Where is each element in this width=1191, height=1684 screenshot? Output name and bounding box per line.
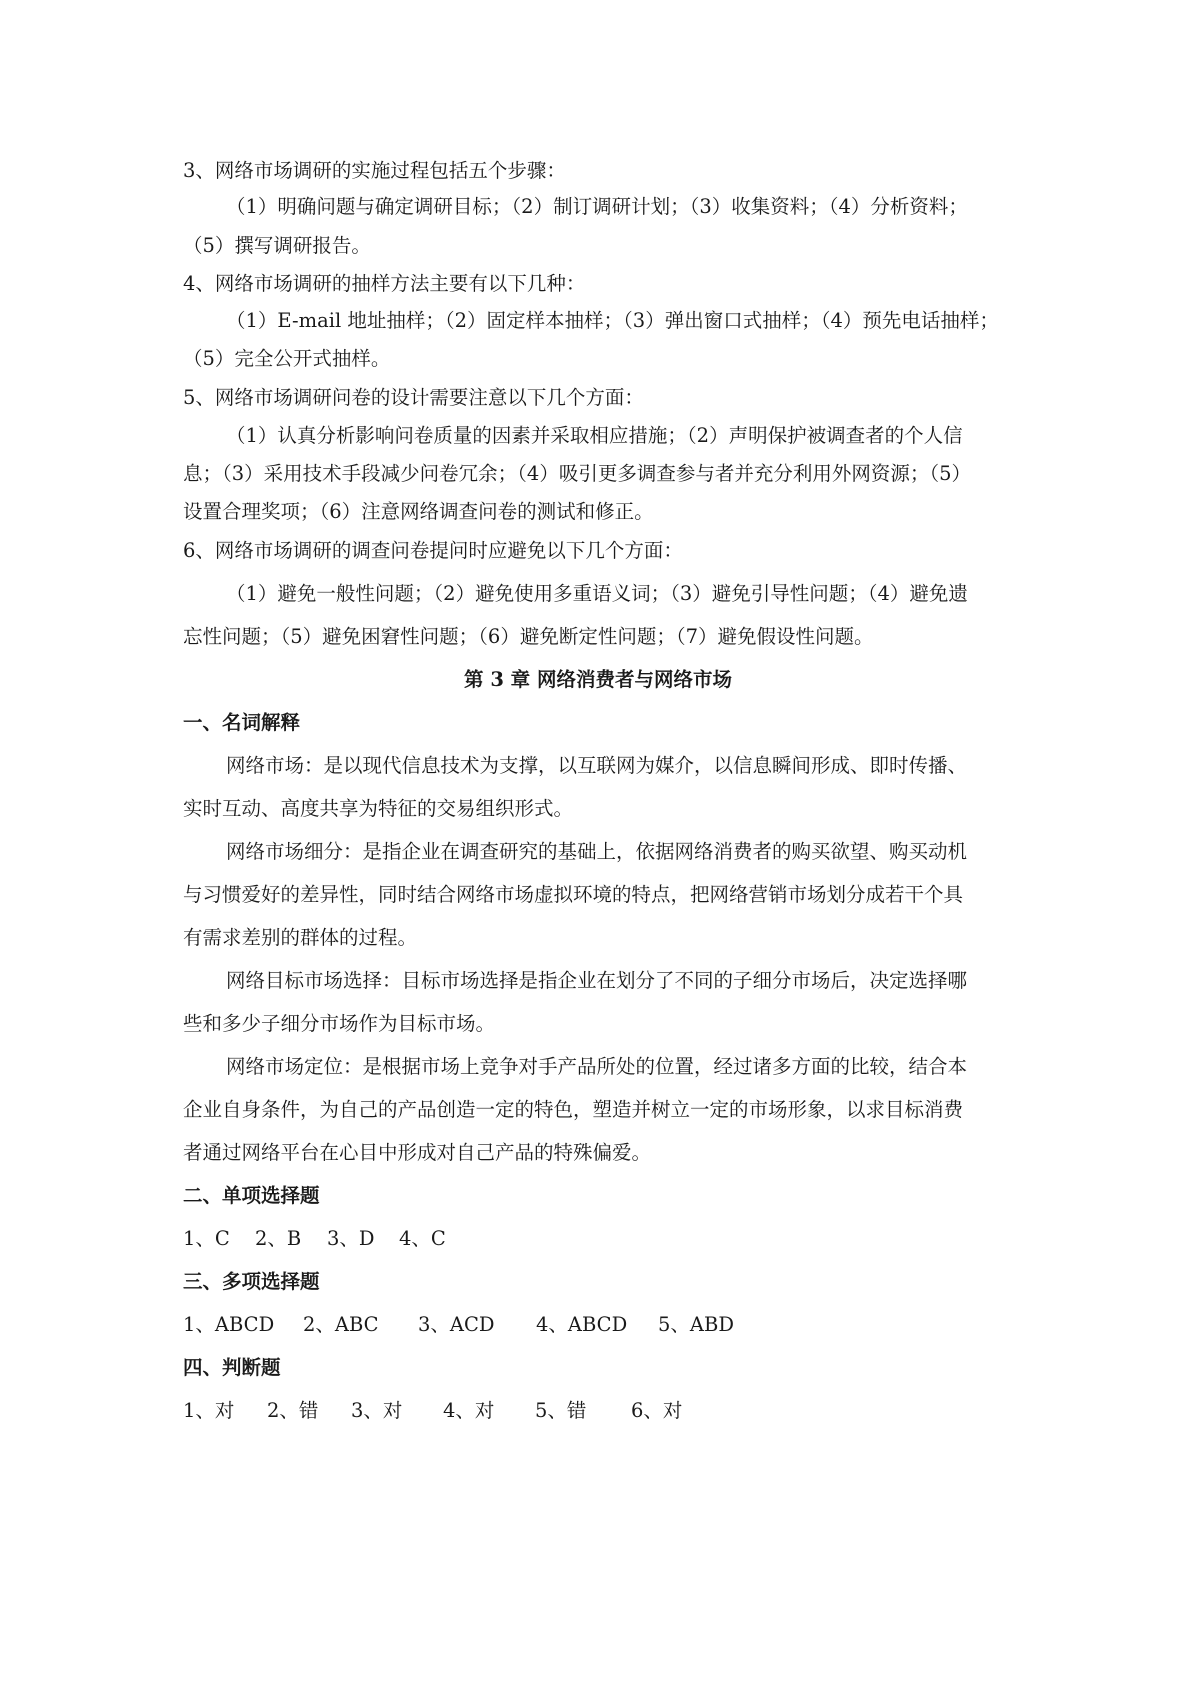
term-4-line-1: 网络市场定位：是根据市场上竞争对手产品所处的位置，经过诸多方面的比较，结合本	[226, 1055, 968, 1078]
answer-item: 3、对	[351, 1399, 403, 1422]
item-6-line-2: 忘性问题；（5）避免困窘性问题；（6）避免断定性问题；（7）避免假设性问题。	[183, 625, 874, 648]
term-3-line-2: 些和多少子细分市场作为目标市场。	[183, 1012, 496, 1035]
term-1-line-2: 实时互动、高度共享为特征的交易组织形式。	[183, 797, 574, 820]
answer-item: 2、ABC	[303, 1313, 379, 1336]
answer-item: 4、对	[443, 1399, 495, 1422]
term-2-line-3: 有需求差别的群体的过程。	[183, 926, 418, 949]
item-4-line-2: （5）完全公开式抽样。	[183, 347, 391, 370]
answer-item: 4、C	[399, 1227, 446, 1250]
chapter-title: 第 3 章 网络消费者与网络市场	[464, 668, 732, 691]
term-1-line-1: 网络市场：是以现代信息技术为支撑，以互联网为媒介，以信息瞬间形成、即时传播、	[226, 754, 968, 777]
item-3-line-2: （5）撰写调研报告。	[183, 234, 371, 257]
answer-item: 1、C	[183, 1227, 230, 1250]
answer-item: 5、ABD	[658, 1313, 734, 1336]
answer-item: 1、对	[183, 1399, 235, 1422]
judge-answers	[183, 1399, 682, 1423]
item-5-line-1: （1）认真分析影响问卷质量的因素并采取相应措施；（2）声明保护被调查者的个人信	[226, 424, 963, 447]
answer-item: 3、D	[327, 1227, 375, 1250]
section-4-heading: 四、判断题	[183, 1356, 281, 1379]
answer-item: 2、B	[255, 1227, 302, 1250]
term-4-line-2: 企业自身条件，为自己的产品创造一定的特色，塑造并树立一定的市场形象，以求目标消费	[183, 1098, 964, 1121]
section-2-heading: 二、单项选择题	[183, 1184, 320, 1207]
answer-item: 2、错	[267, 1399, 319, 1422]
answer-item: 1、ABCD	[183, 1313, 275, 1336]
item-3-heading: 3、网络市场调研的实施过程包括五个步骤：	[183, 159, 566, 182]
item-4-line-1: （1）E-mail 地址抽样；（2）固定样本抽样；（3）弹出窗口式抽样；（4）预先电话抽样；	[226, 309, 999, 332]
answer-item: 5、错	[535, 1399, 587, 1422]
item-5-heading: 5、网络市场调研问卷的设计需要注意以下几个方面：	[183, 386, 644, 409]
item-5-line-2: 息；（3）采用技术手段减少问卷冗余；（4）吸引更多调查参与者并充分利用外网资源；（5）	[183, 462, 971, 485]
term-4-line-3: 者通过网络平台在心目中形成对自己产品的特殊偏爱。	[183, 1141, 652, 1164]
item-4-heading: 4、网络市场调研的抽样方法主要有以下几种：	[183, 272, 586, 295]
item-6-line-1: （1）避免一般性问题；（2）避免使用多重语义词；（3）避免引导性问题；（4）避免遗	[226, 582, 968, 605]
answer-item: 3、ACD	[418, 1313, 495, 1336]
term-2-line-2: 与习惯爱好的差异性，同时结合网络市场虚拟环境的特点，把网络营销市场划分成若干个具	[183, 883, 964, 906]
section-3-heading: 三、多项选择题	[183, 1270, 320, 1293]
term-2-line-1: 网络市场细分：是指企业在调查研究的基础上，依据网络消费者的购买欲望、购买动机	[226, 840, 968, 863]
answer-item: 6、对	[631, 1399, 683, 1422]
item-5-line-3: 设置合理奖项；（6）注意网络调查问卷的测试和修正。	[183, 500, 654, 523]
section-1-heading: 一、名词解释	[183, 711, 301, 734]
single-choice-answers	[183, 1227, 446, 1251]
multi-choice-answers	[183, 1313, 734, 1337]
item-6-heading: 6、网络市场调研的调查问卷提问时应避免以下几个方面：	[183, 539, 683, 562]
term-3-line-1: 网络目标市场选择：目标市场选择是指企业在划分了不同的子细分市场后，决定选择哪	[226, 969, 968, 992]
answer-item: 4、ABCD	[536, 1313, 628, 1336]
item-3-line-1: （1）明确问题与确定调研目标；（2）制订调研计划；（3）收集资料；（4）分析资料；	[226, 195, 968, 218]
